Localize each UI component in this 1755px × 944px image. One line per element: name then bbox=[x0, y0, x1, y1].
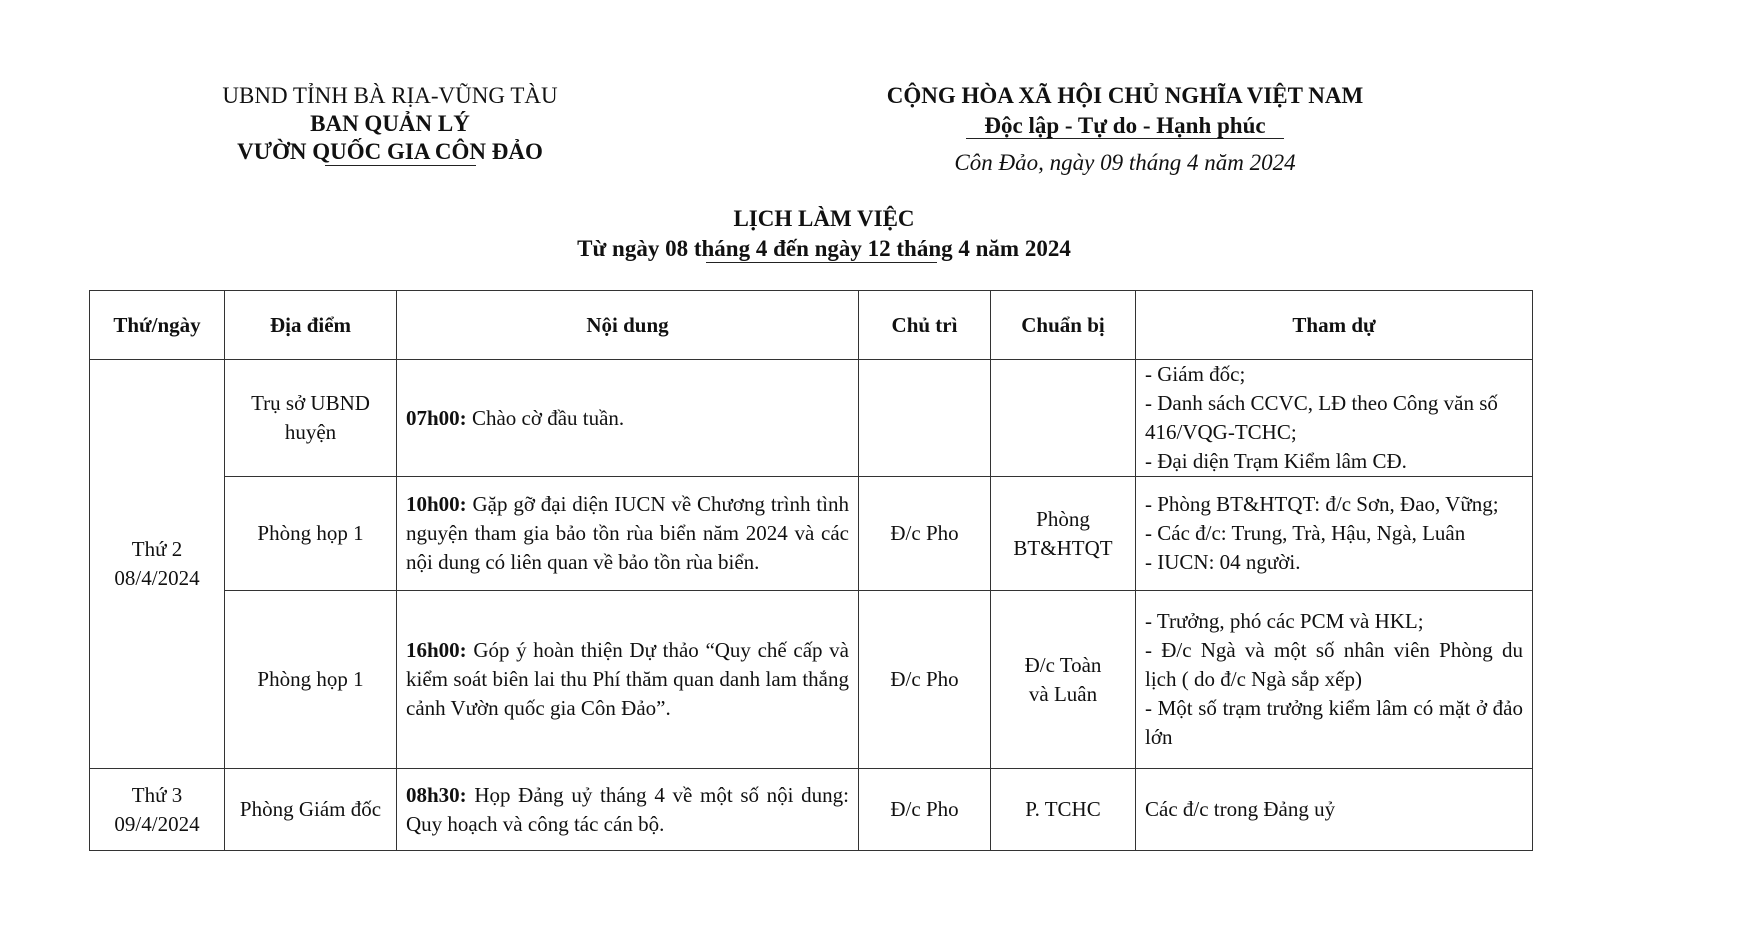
attendees-cell bbox=[1136, 477, 1533, 591]
national-header bbox=[870, 82, 1380, 177]
attendee-line: - Một số trạm trưởng kiểm lâm có mặt ở đảo lớn bbox=[1145, 696, 1523, 749]
location-cell: Phòng họp 1 bbox=[225, 591, 397, 769]
attendee-line: - Trưởng, phó các PCM và HKL; bbox=[1145, 609, 1424, 633]
attendee-line: - IUCN: 04 người. bbox=[1145, 550, 1301, 574]
document-title: LỊCH LÀM VIỆC bbox=[733, 206, 915, 231]
location-line: huyện bbox=[284, 420, 337, 444]
attendees-cell bbox=[1136, 360, 1533, 477]
chair-cell: Đ/c Pho bbox=[859, 769, 991, 851]
table-row bbox=[90, 769, 1533, 851]
content-cell bbox=[397, 769, 859, 851]
day-date: 09/4/2024 bbox=[114, 811, 200, 836]
header-attendees: Tham dự bbox=[1136, 291, 1533, 360]
time-label: 07h00: bbox=[406, 405, 467, 430]
location-line: Trụ sở UBND bbox=[251, 391, 370, 415]
header-content: Nội dung bbox=[397, 291, 859, 360]
agency-line-2: BAN QUẢN LÝ bbox=[310, 111, 470, 136]
attendee-line: - Đ/c Ngà và một số nhân viên Phòng du lịch ( do đ/c Ngà sắp xếp) bbox=[1145, 638, 1523, 691]
content-text: Góp ý hoàn thiện Dự thảo “Quy chế cấp và kiểm soát biên lai thu Phí thăm quan danh lam thắng cảnh Vườn quốc gia Côn Đảo”. bbox=[406, 638, 849, 720]
chair-cell bbox=[859, 360, 991, 477]
day-name: Thứ 2 bbox=[131, 537, 183, 561]
location-cell: Phòng họp 1 bbox=[225, 477, 397, 591]
attendee-line: - Các đ/c: Trung, Trà, Hậu, Ngà, Luân bbox=[1145, 521, 1466, 545]
content-text: Chào cờ đầu tuần. bbox=[466, 405, 625, 430]
content-cell bbox=[397, 591, 859, 769]
prepare-line: Phòng bbox=[1036, 506, 1090, 531]
prepare-line: Đ/c Toàn bbox=[1024, 652, 1102, 677]
location-cell: Phòng Giám đốc bbox=[225, 769, 397, 851]
document-title-block bbox=[0, 204, 1648, 264]
subtitle-underline bbox=[706, 262, 937, 263]
time-label: 08h30: bbox=[406, 782, 467, 807]
prepare-line: BT&HTQT bbox=[1013, 535, 1113, 560]
content-text: Gặp gỡ đại diện IUCN về Chương trình tình nguyện tham gia bảo tồn rùa biển năm 2024 và các nội dung có liên quan về bảo tồn rùa biển. bbox=[406, 492, 849, 574]
attendee-line: - Đại diện Trạm Kiểm lâm CĐ. bbox=[1145, 449, 1407, 473]
attendee-line: - Giám đốc; bbox=[1145, 362, 1246, 386]
location-cell bbox=[225, 360, 397, 477]
day-name: Thứ 3 bbox=[131, 782, 183, 807]
national-title: CỘNG HÒA XÃ HỘI CHỦ NGHĨA VIỆT NAM bbox=[886, 83, 1364, 108]
attendees-cell bbox=[1136, 591, 1533, 769]
agency-line-3: VƯỜN QUỐC GIA CÔN ĐẢO bbox=[237, 139, 543, 164]
schedule-table bbox=[89, 290, 1533, 851]
national-motto: Độc lập - Tự do - Hạnh phúc bbox=[984, 113, 1266, 138]
time-label: 10h00: bbox=[406, 492, 467, 516]
day-date: 08/4/2024 bbox=[114, 566, 200, 590]
prepare-cell bbox=[991, 477, 1136, 591]
header-location: Địa điểm bbox=[225, 291, 397, 360]
day-cell bbox=[90, 769, 225, 851]
header-chair: Chủ trì bbox=[859, 291, 991, 360]
content-cell bbox=[397, 477, 859, 591]
motto-underline bbox=[966, 138, 1284, 139]
document-subtitle: Từ ngày 08 tháng 4 đến ngày 12 tháng 4 năm 2024 bbox=[577, 236, 1071, 261]
chair-cell: Đ/c Pho bbox=[859, 591, 991, 769]
content-cell bbox=[397, 360, 859, 477]
table-header-row bbox=[90, 291, 1533, 360]
agency-underline bbox=[325, 165, 476, 166]
header-day: Thứ/ngày bbox=[90, 291, 225, 360]
chair-cell: Đ/c Pho bbox=[859, 477, 991, 591]
attendee-line: - Danh sách CCVC, LĐ theo Công văn số 416/VQG-TCHC; bbox=[1145, 391, 1498, 444]
prepare-line: và Luân bbox=[1028, 681, 1098, 706]
prepare-cell bbox=[991, 360, 1136, 477]
day-cell bbox=[90, 360, 225, 769]
table-row bbox=[90, 360, 1533, 477]
agency-header bbox=[200, 82, 580, 166]
attendee-line: - Phòng BT&HTQT: đ/c Sơn, Đao, Vững; bbox=[1145, 492, 1499, 516]
agency-line-1: UBND TỈNH BÀ RỊA-VŨNG TÀU bbox=[222, 83, 558, 108]
content-text: Họp Đảng uỷ tháng 4 về một số nội dung: Quy hoạch và công tác cán bộ. bbox=[406, 782, 849, 836]
time-label: 16h00: bbox=[406, 638, 467, 662]
attendees-cell: Các đ/c trong Đảng uỷ bbox=[1136, 769, 1533, 851]
document-date: Côn Đảo, ngày 09 tháng 4 năm 2024 bbox=[954, 150, 1296, 175]
table-row bbox=[90, 591, 1533, 769]
prepare-cell bbox=[991, 591, 1136, 769]
header-prepare: Chuẩn bị bbox=[991, 291, 1136, 360]
table-row bbox=[90, 477, 1533, 591]
prepare-cell: P. TCHC bbox=[991, 769, 1136, 851]
